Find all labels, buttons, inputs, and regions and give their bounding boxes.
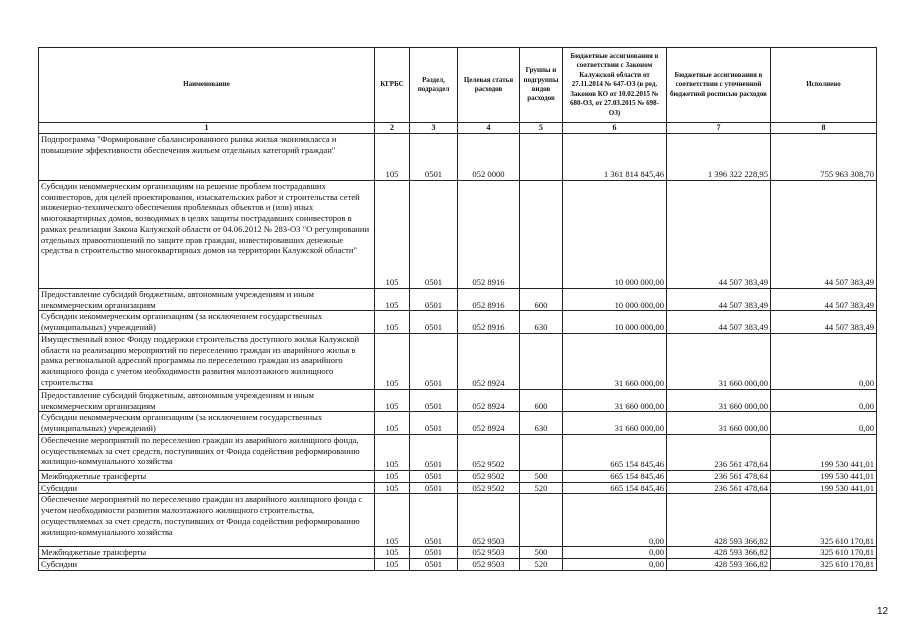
cell-assign-list: 31 660 000,00: [667, 412, 771, 434]
cell-executed: 325 610 170,81: [771, 547, 877, 559]
cell-name: Межбюджетные трансферты: [39, 470, 375, 482]
cell-kgrbs: 105: [375, 470, 410, 482]
cell-kgrbs: 105: [375, 547, 410, 559]
table-row: [39, 412, 877, 434]
cell-kgrbs: 105: [375, 434, 410, 470]
cell-assign-law: 665 154 845,46: [563, 482, 667, 494]
table-row: [39, 333, 877, 389]
cell-assign-list: 31 660 000,00: [667, 389, 771, 411]
column-number: 1: [39, 123, 375, 134]
cell-name: Межбюджетные трансферты: [39, 547, 375, 559]
cell-kgrbs: 105: [375, 389, 410, 411]
cell-assign-list: 428 593 366,82: [667, 559, 771, 571]
cell-kgrbs: 105: [375, 311, 410, 333]
column-number: 6: [563, 123, 667, 134]
table-row: [39, 389, 877, 411]
cell-group: 520: [520, 559, 563, 571]
cell-kgrbs: 105: [375, 181, 410, 289]
column-number: 2: [375, 123, 410, 134]
cell-group: 630: [520, 412, 563, 434]
table-row: [39, 482, 877, 494]
cell-group: [520, 494, 563, 547]
header-groups: Группы и подгруппы видов расходов: [520, 48, 563, 123]
cell-section: 0501: [410, 412, 458, 434]
cell-assign-law: 665 154 845,46: [563, 434, 667, 470]
header-kgrbs: КГРБС: [375, 48, 410, 123]
header-row: [39, 48, 877, 123]
cell-target: 052 8916: [458, 289, 520, 311]
cell-name: Субсидии некоммерческим организациям (за исключением государственных (муниципальных) учреждений): [39, 412, 375, 434]
table-row: [39, 311, 877, 333]
column-number: 5: [520, 123, 563, 134]
cell-name: Субсидии некоммерческим организациям на решение проблем пострадавших соинвесторов, для целей проектирования, изыскательских работ и строительства сетей инженерно-технического обеспечения проблемных объектов и (или) иных многоквартирных домов, возводимых в целях защиты пострадавших соинвесторов в рамках реализации Закона Калужской области от 04.06.2012 № 283-ОЗ "О регулировании отдельных правоотношений по защите прав граждан, инвестировавших денежные средства в строительство многоквартирных домов на территории Калужской области": [39, 181, 375, 289]
cell-kgrbs: 105: [375, 482, 410, 494]
cell-group: [520, 434, 563, 470]
cell-executed: 755 963 308,70: [771, 134, 877, 181]
cell-executed: 199 530 441,01: [771, 470, 877, 482]
table-row: [39, 559, 877, 571]
cell-kgrbs: 105: [375, 412, 410, 434]
cell-assign-list: 236 561 478,64: [667, 482, 771, 494]
cell-target: 052 9503: [458, 559, 520, 571]
column-number-row: [39, 123, 877, 134]
cell-assign-law: 0,00: [563, 559, 667, 571]
cell-assign-law: 0,00: [563, 494, 667, 547]
cell-assign-list: 44 507 383,49: [667, 289, 771, 311]
cell-target: 052 9503: [458, 494, 520, 547]
cell-assign-law: 10 000 000,00: [563, 311, 667, 333]
cell-section: 0501: [410, 547, 458, 559]
budget-table: [38, 47, 877, 571]
cell-target: 052 9502: [458, 470, 520, 482]
table-row: [39, 470, 877, 482]
cell-assign-law: 1 361 814 845,46: [563, 134, 667, 181]
cell-section: 0501: [410, 333, 458, 389]
column-number: 3: [410, 123, 458, 134]
cell-executed: 0,00: [771, 412, 877, 434]
table-row: [39, 289, 877, 311]
cell-assign-list: 44 507 383,49: [667, 181, 771, 289]
cell-kgrbs: 105: [375, 559, 410, 571]
cell-target: 052 8924: [458, 333, 520, 389]
table-row: [39, 494, 877, 547]
cell-section: 0501: [410, 311, 458, 333]
column-number: 4: [458, 123, 520, 134]
cell-assign-law: 31 660 000,00: [563, 389, 667, 411]
table-row: [39, 134, 877, 181]
cell-executed: 325 610 170,81: [771, 494, 877, 547]
cell-section: 0501: [410, 482, 458, 494]
cell-assign-list: 236 561 478,64: [667, 434, 771, 470]
page-number: 12: [877, 606, 889, 617]
cell-executed: 199 530 441,01: [771, 482, 877, 494]
cell-executed: 325 610 170,81: [771, 559, 877, 571]
cell-executed: 199 530 441,01: [771, 434, 877, 470]
cell-section: 0501: [410, 559, 458, 571]
cell-kgrbs: 105: [375, 289, 410, 311]
header-assign-law: Бюджетные ассигнования в соответствии с Законом Калужской области от 27.11.2014 № 647-ОЗ (в ред. Законов КО от 10.02.2015 № 680-ОЗ, от 27.03.2015 № 698-ОЗ): [563, 48, 667, 123]
cell-group: [520, 134, 563, 181]
cell-assign-law: 0,00: [563, 547, 667, 559]
cell-section: 0501: [410, 289, 458, 311]
cell-assign-law: 10 000 000,00: [563, 289, 667, 311]
cell-kgrbs: 105: [375, 134, 410, 181]
cell-group: 500: [520, 547, 563, 559]
cell-assign-list: 428 593 366,82: [667, 494, 771, 547]
cell-group: [520, 181, 563, 289]
header-target: Целевая статья расходов: [458, 48, 520, 123]
cell-group: [520, 333, 563, 389]
cell-assign-law: 31 660 000,00: [563, 412, 667, 434]
cell-kgrbs: 105: [375, 494, 410, 547]
cell-section: 0501: [410, 494, 458, 547]
header-executed: Исполнено: [771, 48, 877, 123]
table-row: [39, 434, 877, 470]
cell-assign-law: 31 660 000,00: [563, 333, 667, 389]
cell-target: 052 9502: [458, 482, 520, 494]
cell-section: 0501: [410, 134, 458, 181]
cell-name: Подпрограмма "Формирование сбалансированного рынка жилья экономкласса и повышение эффективности обеспечения жильем отдельных категорий граждан": [39, 134, 375, 181]
cell-kgrbs: 105: [375, 333, 410, 389]
cell-name: Субсидии: [39, 482, 375, 494]
cell-target: 052 0000: [458, 134, 520, 181]
cell-assign-list: 428 593 366,82: [667, 547, 771, 559]
cell-assign-list: 236 561 478,64: [667, 470, 771, 482]
cell-group: 630: [520, 311, 563, 333]
column-number: 8: [771, 123, 877, 134]
header-name: Наименование: [39, 48, 375, 123]
cell-target: 052 9502: [458, 434, 520, 470]
cell-executed: 44 507 383,49: [771, 289, 877, 311]
cell-name: Обеспечение мероприятий по переселению граждан из аварийного жилищного фонда, осуществляемых за счет средств, поступивших от Фонда содействия реформированию жилищно-коммунального хозяйства: [39, 434, 375, 470]
cell-group: 500: [520, 470, 563, 482]
cell-assign-law: 10 000 000,00: [563, 181, 667, 289]
cell-executed: 0,00: [771, 333, 877, 389]
cell-name: Субсидии некоммерческим организациям (за исключением государственных (муниципальных) учреждений): [39, 311, 375, 333]
cell-executed: 0,00: [771, 389, 877, 411]
cell-executed: 44 507 383,49: [771, 311, 877, 333]
cell-target: 052 8924: [458, 389, 520, 411]
cell-group: 600: [520, 289, 563, 311]
cell-name: Предоставление субсидий бюджетным, автономным учреждениям и иным некоммерческим организациям: [39, 289, 375, 311]
cell-assign-list: 44 507 383,49: [667, 311, 771, 333]
cell-assign-law: 665 154 845,46: [563, 470, 667, 482]
cell-target: 052 8916: [458, 311, 520, 333]
cell-section: 0501: [410, 181, 458, 289]
header-section: Раздел, подраздел: [410, 48, 458, 123]
cell-section: 0501: [410, 389, 458, 411]
cell-group: 520: [520, 482, 563, 494]
cell-executed: 44 507 383,49: [771, 181, 877, 289]
cell-name: Обеспечение мероприятий по переселению граждан из аварийного жилищного фонда с учетом необходимости развития малоэтажного жилищного строительства, осуществляемых за счет средств, поступивших от Фонда содействия реформированию жилищно-коммунального хозяйства: [39, 494, 375, 547]
cell-group: 600: [520, 389, 563, 411]
cell-name: Субсидии: [39, 559, 375, 571]
cell-assign-list: 31 660 000,00: [667, 333, 771, 389]
cell-target: 052 9503: [458, 547, 520, 559]
table-row: [39, 181, 877, 289]
table-row: [39, 547, 877, 559]
cell-section: 0501: [410, 470, 458, 482]
cell-name: Имущественный взнос Фонду поддержки строительства доступного жилья Калужской области на реализацию мероприятий по переселению граждан из аварийного жилья в рамка региональной адресной программы по переселению граждан из аварийного жилищного фонда с учетом необходимости развития малоэтажного жилищного строительства: [39, 333, 375, 389]
cell-target: 052 8916: [458, 181, 520, 289]
cell-name: Предоставление субсидий бюджетным, автономным учреждениям и иным некоммерческим организациям: [39, 389, 375, 411]
cell-target: 052 8924: [458, 412, 520, 434]
header-assign-list: Бюджетные ассигнования в соответствии с уточненной бюджетной росписью расходов: [667, 48, 771, 123]
cell-assign-list: 1 396 322 228,95: [667, 134, 771, 181]
cell-section: 0501: [410, 434, 458, 470]
column-number: 7: [667, 123, 771, 134]
